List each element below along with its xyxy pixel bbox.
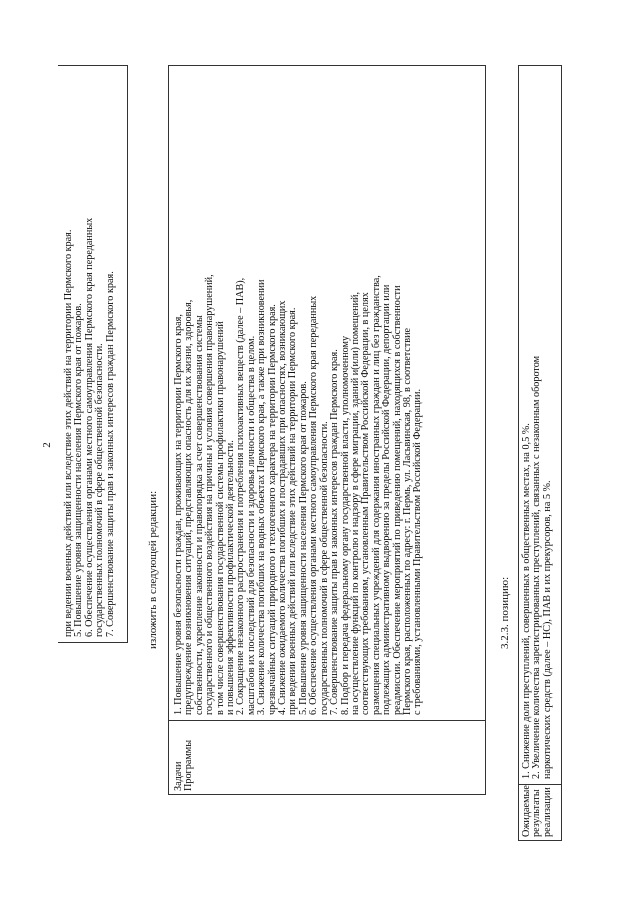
text-line: на осуществление функций по контролю и надзору в сфере миграции, зданий и(или) помещений, xyxy=(349,291,361,715)
text-line: 2. Сокращение незаконного распространения и потребления психоактивных веществ (далее – ПАВ), xyxy=(235,277,247,715)
label-line: Задачи xyxy=(173,761,184,791)
text-line: 1. Повышение уровня безопасности граждан, проживающих на территории Пермского края, xyxy=(173,314,184,715)
text-line: размещения специальных учреждений для содержания иностранных граждан и лиц без гражданства, xyxy=(370,275,382,715)
text-line: реадмиссии. Обеспечение мероприятий по приведению помещений, находящихся в собственности xyxy=(391,285,403,715)
text-line: соответствующих требованиям, установленным Правительством Российской Федерации, в целях xyxy=(360,292,372,715)
text-line: 4. Снижение ожидаемого количества погибших и пострадавших при опасностях, возникающих xyxy=(277,300,289,715)
label-line: Ожидаемые xyxy=(521,785,532,837)
label-line: результаты xyxy=(531,789,543,837)
text-line: государственных полномочий в сфере общественной безопасности. xyxy=(318,421,330,715)
text-line: государственных полномочий в сфере общественной безопасности. xyxy=(94,343,106,637)
text-line: собственности, укрепление законности и правопорядка за счет совершенствования системы xyxy=(193,315,205,715)
text-line: 5. Повышение уровня защищенности населения Пермского края от пожаров. xyxy=(73,303,85,637)
text-line: наркотических средств (далее – НС), ПАВ и их прекурсоров, на 5 %. xyxy=(541,480,553,779)
text-line: в том числе совершенствования государственной системы профилактики правонарушений xyxy=(214,321,226,715)
text-line: масштабов их последствий для безопасности и здоровья личности и общества в целом. xyxy=(245,335,257,715)
label-line: реализации xyxy=(541,787,553,837)
text-line: государственного и общественного воздействия на причины и условия совершения правонарушений, xyxy=(204,274,216,715)
main-table-divider xyxy=(168,720,486,721)
text-line: 7. Совершенствование защиты прав и законных интересов граждан Пермского края. xyxy=(104,271,116,637)
main-table-label xyxy=(174,740,195,791)
text-line: при ведении военных действий или вследствие этих действий на территории Пермского края. xyxy=(63,229,74,637)
text-line: чрезвычайных ситуаций природного и техногенного характера на территории Пермского края. xyxy=(266,304,278,715)
text-line: 1. Снижение доли преступлений, совершенных в общественных местах, на 0,5 %. xyxy=(521,423,532,779)
top-block-text xyxy=(64,218,116,637)
text-line: при ведении военных действий или вследствие этих действий на территории Пермского края. xyxy=(287,307,299,715)
text-line: подлежащих административному выдворению за пределы Российской Федерации, депортации или xyxy=(381,284,393,715)
section-text: 3.2.3. позицию: xyxy=(499,576,511,649)
text-line: с требованиями, установленными Правительством Российской Федерации. xyxy=(412,388,424,715)
page-number: 2 xyxy=(41,442,53,448)
intro-text: изложить в следующей редакции: xyxy=(147,490,159,649)
text-line: Пермского края, расположенных по адресу: г. Пермь, ул. Ласьвинская, 98, в соответствие xyxy=(401,327,413,715)
label-line: Программы xyxy=(183,739,195,791)
text-line: 8. Подбор и передача федеральному органу государственной власти, уполномоченному xyxy=(339,335,351,715)
text-line: предупреждение возникновения ситуаций, представляющих опасность для их жизни, здоровья, xyxy=(183,299,195,715)
text-line: и повышения эффективности профилактической деятельности. xyxy=(225,440,237,715)
bottom-table-label xyxy=(522,785,553,837)
text-line: 6. Обеспечение осуществления органами местного самоуправления Пермского края переданных xyxy=(308,295,320,715)
text-line: 7. Совершенствование защиты прав и законных интересов граждан Пермского края. xyxy=(329,349,341,715)
text-line: 6. Обеспечение осуществления органами местного самоуправления Пермского края переданных xyxy=(83,217,95,637)
text-line: 2. Увеличение количества зарегистрированных преступлений, связанных с незаконным оборотом xyxy=(531,355,543,779)
bottom-table-text xyxy=(522,356,553,779)
text-line: 5. Повышение уровня защищенности населения Пермского края от пожаров. xyxy=(297,381,309,715)
text-line: 3. Снижение количества погибших на водных объектах Пермского края, а также при возникновении xyxy=(256,279,268,715)
main-table-text xyxy=(174,274,424,715)
